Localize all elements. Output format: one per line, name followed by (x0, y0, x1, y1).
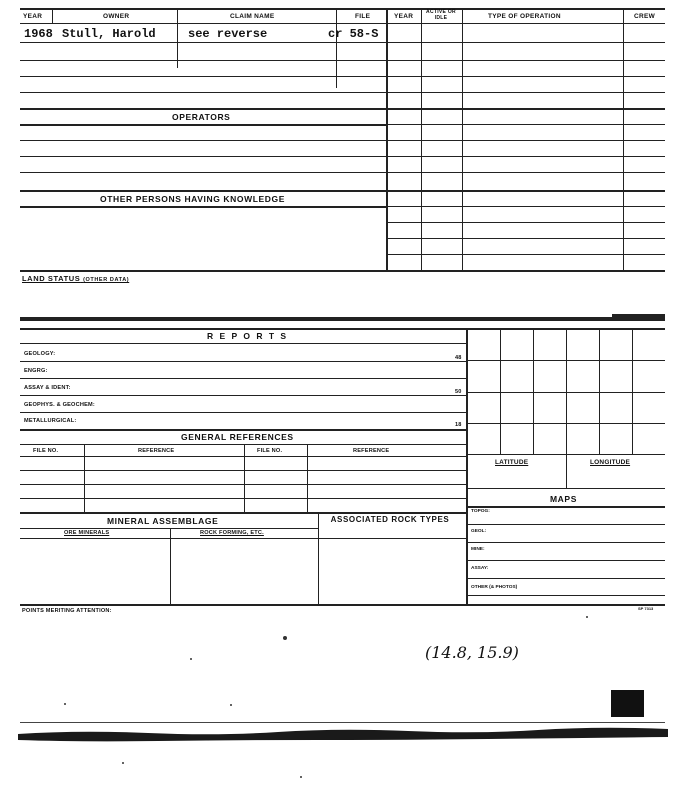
row-line (20, 172, 665, 173)
speck (190, 658, 192, 660)
other-persons-line (20, 206, 386, 208)
grid-line (566, 328, 567, 454)
ref-file-no-2: FILE NO. (257, 448, 283, 454)
row-line (20, 190, 665, 192)
row-line (20, 108, 665, 110)
row-line (466, 560, 665, 561)
header-bottom-line (20, 23, 665, 24)
row-line (20, 378, 466, 379)
operators-line (20, 124, 386, 126)
row-line (20, 42, 665, 43)
row-line (20, 140, 665, 141)
operators-heading: OPERATORS (172, 112, 231, 122)
row-line (466, 595, 665, 596)
report-assay-number: 50 (455, 389, 462, 395)
divider (318, 512, 319, 604)
row-line (386, 222, 665, 223)
row-line (466, 488, 665, 489)
report-assay: ASSAY & IDENT: (24, 385, 71, 391)
reports-right-divider (466, 328, 468, 604)
row-line (20, 92, 665, 93)
report-engrg: ENGRG: (24, 368, 48, 374)
row-line (20, 470, 466, 471)
general-references-heading: GENERAL REFERENCES (181, 432, 294, 442)
row-line (466, 524, 665, 525)
report-metallurgical: METALLURGICAL: (24, 418, 77, 424)
maps-other: OTHER (& PHOTOS) (471, 585, 518, 590)
scan-band-block (612, 314, 665, 321)
divider (52, 8, 53, 23)
row-line (386, 206, 665, 207)
divider (307, 444, 308, 512)
divider (170, 528, 171, 604)
row-line (20, 538, 466, 539)
row-line (20, 512, 466, 514)
ore-minerals-header: ORE MINERALS (64, 530, 110, 536)
row-line (20, 60, 665, 61)
ref-reference-2: REFERENCE (353, 448, 390, 454)
form-code: SP 7313 (638, 606, 654, 611)
grid-line (500, 328, 501, 454)
scan-band (20, 317, 665, 321)
maps-assay: ASSAY: (471, 566, 489, 571)
table-top-border (20, 8, 665, 10)
entry-file: cr 58-S (328, 27, 379, 41)
associated-rock-types-heading: ASSOCIATED ROCK TYPES (330, 515, 450, 524)
row-line (466, 578, 665, 579)
header-year-2: YEAR (394, 13, 414, 20)
speck (64, 703, 66, 705)
points-meriting-attention: POINTS MERITING ATTENTION: (22, 608, 112, 614)
row-line (466, 506, 665, 508)
maps-mine: MINE: (471, 547, 485, 552)
latitude-label: LATITUDE (495, 459, 529, 466)
grid-line (599, 328, 600, 454)
divider (462, 8, 463, 270)
divider (386, 8, 388, 270)
reports-heading: R E P O R T S (207, 331, 289, 341)
reports-top-border (20, 328, 665, 330)
table-bottom-border (20, 270, 665, 272)
header-file: FILE (355, 13, 371, 20)
report-geology: GEOLOGY: (24, 351, 56, 357)
grid-line (632, 328, 633, 454)
rock-forming-header: ROCK FORMING, ETC. (200, 530, 264, 536)
row-line (20, 429, 466, 431)
report-geophys: GEOPHYS. & GEOCHEM: (24, 402, 95, 408)
divider (84, 444, 85, 512)
ref-file-no-1: FILE NO. (33, 448, 59, 454)
scan-smudge (18, 722, 668, 744)
header-active-idle: ACTIVE OR IDLE (426, 9, 456, 21)
entry-year: 1968 (24, 27, 53, 41)
header-crew: CREW (634, 13, 656, 20)
divider (623, 8, 624, 270)
row-line (20, 76, 665, 77)
divider (421, 8, 422, 270)
divider (177, 8, 178, 68)
other-persons-heading: OTHER PERSONS HAVING KNOWLEDGE (100, 194, 286, 204)
row-line (386, 254, 665, 255)
mineral-assemblage-heading: MINERAL ASSEMBLAGE (107, 516, 219, 526)
divider (244, 444, 245, 512)
header-year: YEAR (23, 13, 43, 20)
header-owner: OWNER (103, 13, 130, 20)
row-line (20, 156, 665, 157)
land-status-heading: LAND STATUS (OTHER DATA) (22, 274, 130, 283)
row-line (20, 361, 466, 362)
grid-line (466, 392, 665, 393)
bottom-border (20, 604, 665, 606)
speck (586, 616, 588, 618)
header-claim-name: CLAIM NAME (230, 13, 275, 20)
row-line (20, 444, 466, 445)
speck (283, 636, 287, 640)
row-line (20, 412, 466, 413)
maps-geol: GEOL: (471, 529, 487, 534)
row-line (20, 456, 466, 457)
maps-heading: MAPS (550, 494, 577, 504)
ref-reference-1: REFERENCE (138, 448, 175, 454)
grid-line (533, 328, 534, 454)
entry-claim-name: see reverse (188, 27, 268, 41)
speck (300, 776, 302, 778)
row-line (386, 238, 665, 239)
divider (566, 454, 567, 488)
longitude-label: LONGITUDE (590, 459, 631, 466)
grid-line (466, 360, 665, 361)
handwritten-coordinates: (14.8, 15.9) (425, 643, 519, 662)
row-line (20, 498, 466, 499)
reports-line (20, 343, 466, 344)
scan-black-block (611, 690, 644, 717)
row-line (466, 542, 665, 543)
row-line (386, 124, 665, 125)
entry-owner: Stull, Harold (62, 27, 156, 41)
speck (122, 762, 124, 764)
maps-topog: TOPOG: (471, 509, 490, 514)
row-line (20, 528, 318, 529)
grid-line (466, 423, 665, 424)
speck (230, 704, 232, 706)
row-line (20, 484, 466, 485)
header-type-of-operation: TYPE OF OPERATION (488, 13, 561, 20)
report-metallurgical-number: 18 (455, 422, 462, 428)
report-geology-number: 48 (455, 355, 462, 361)
row-line (20, 395, 466, 396)
